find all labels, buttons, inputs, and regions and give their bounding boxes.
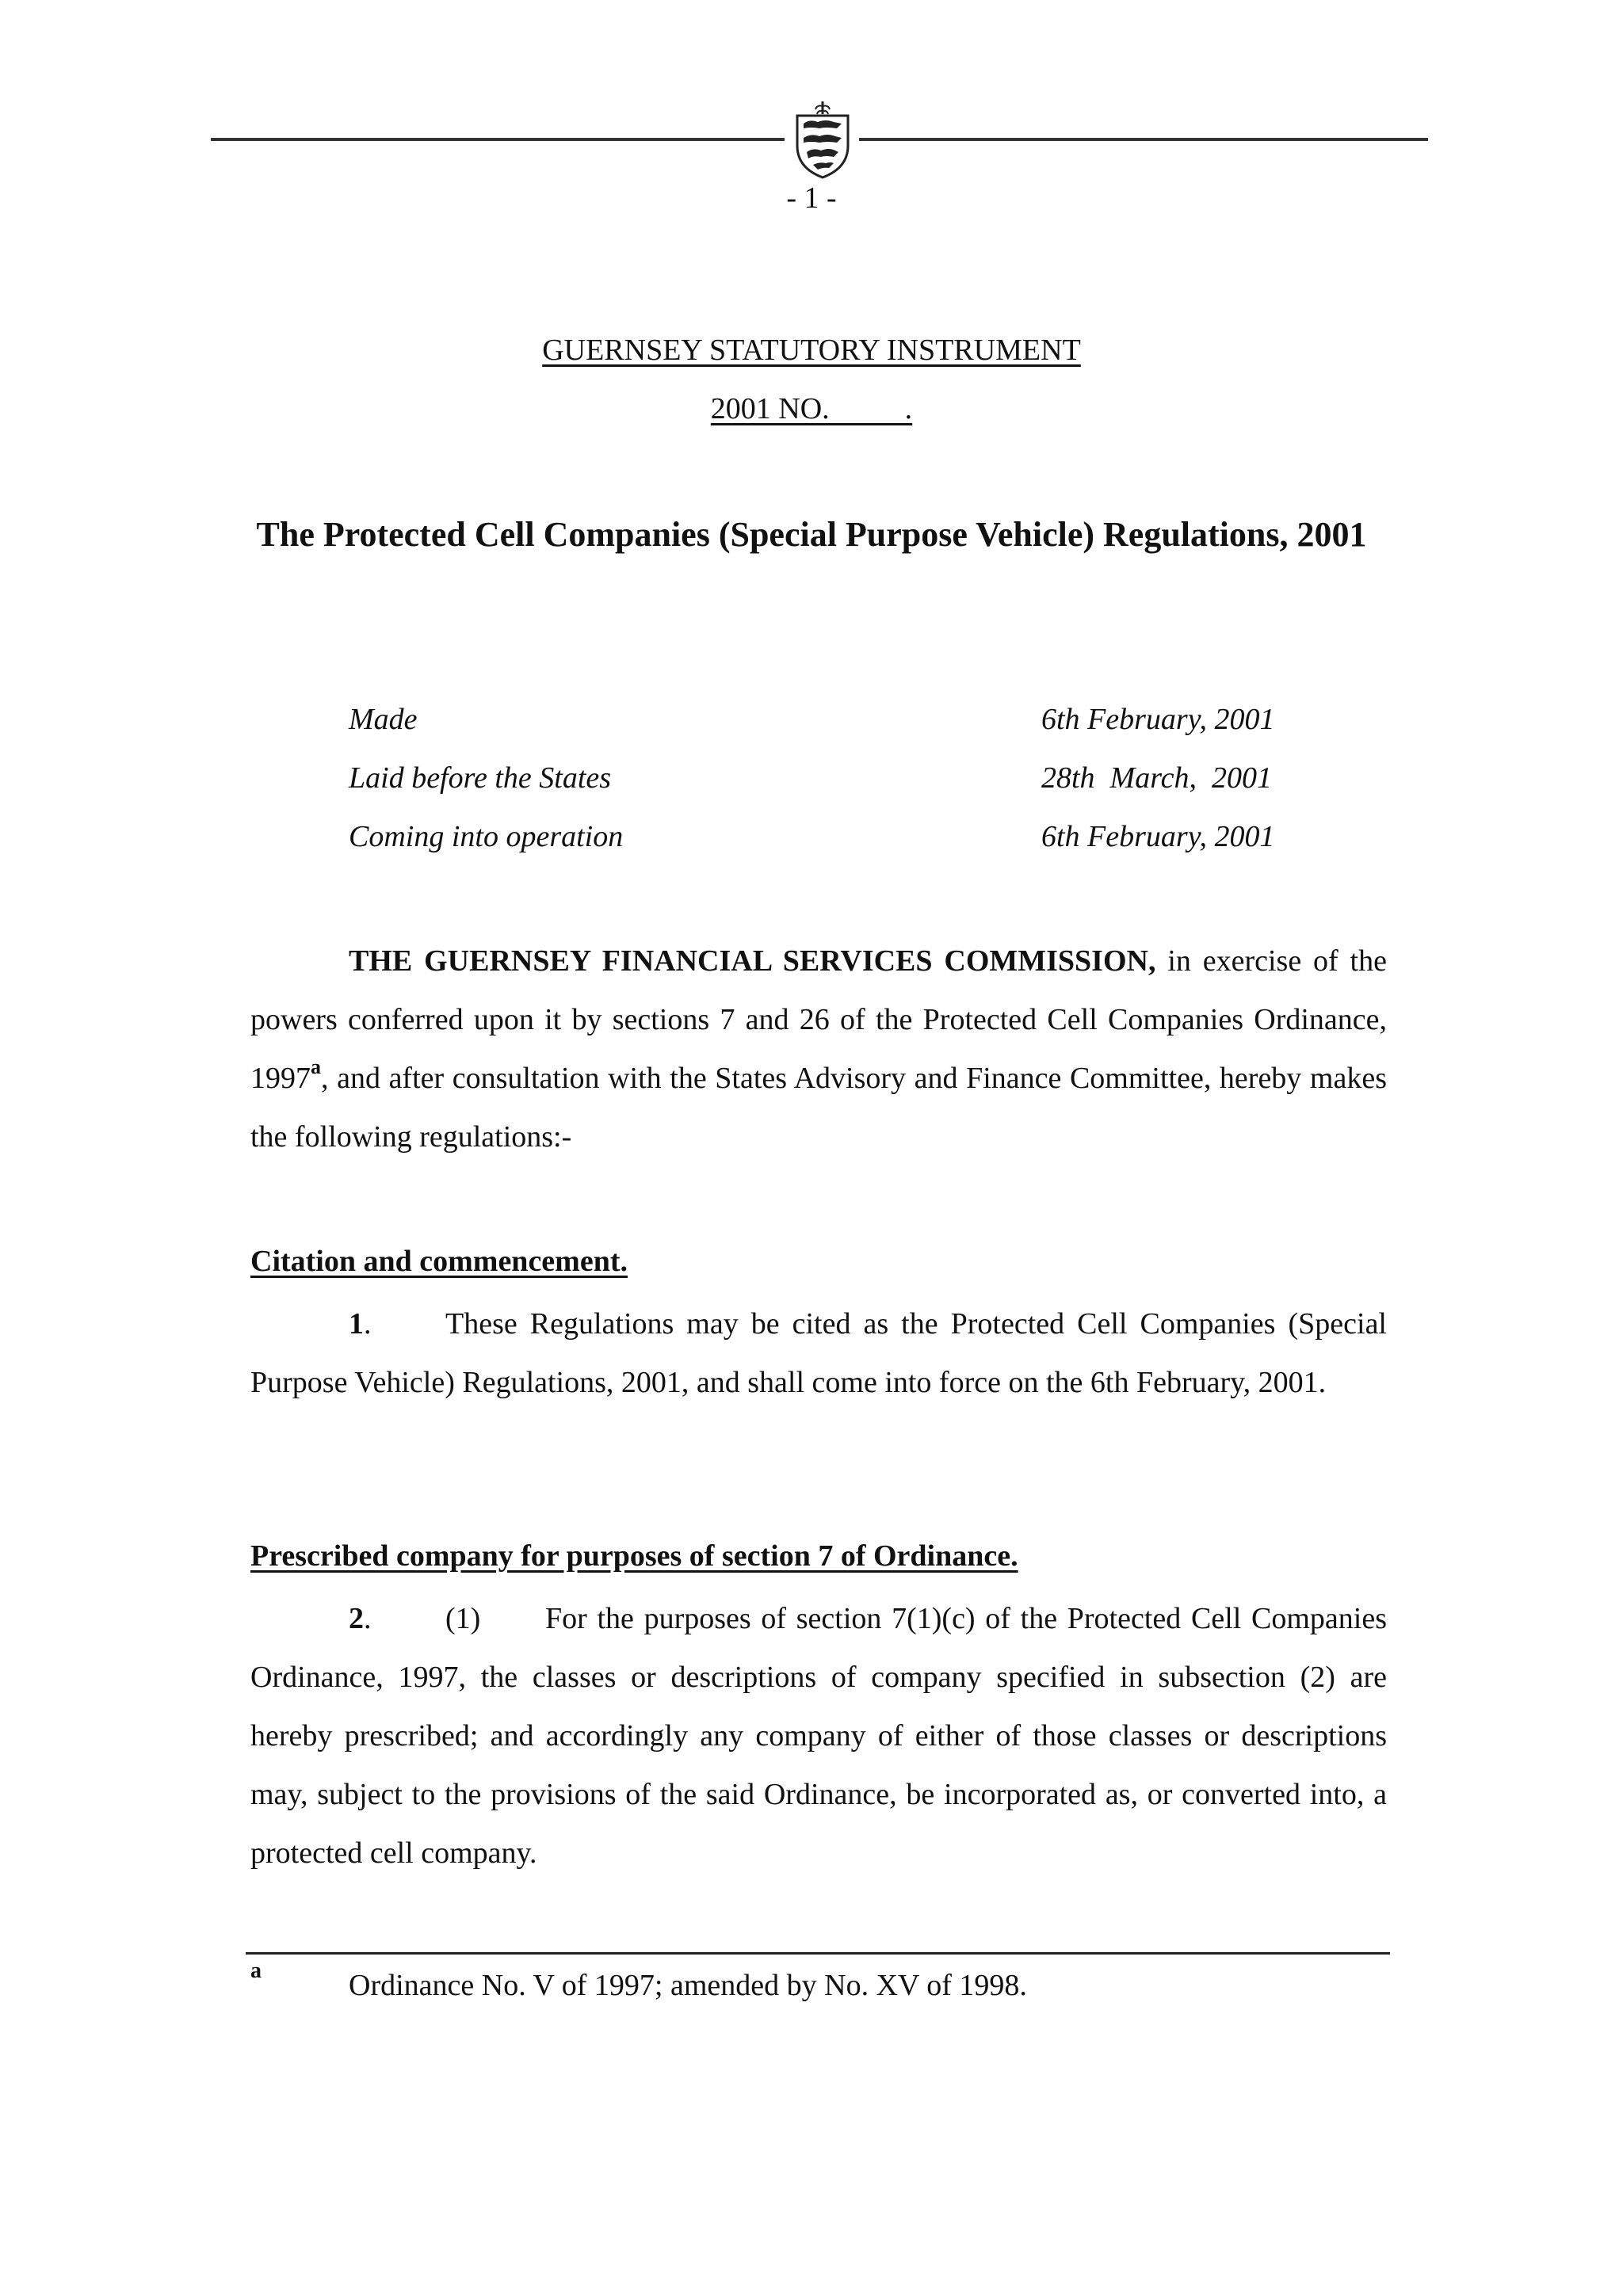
- regulations-title: The Protected Cell Companies (Special Purpose Vehicle) Regulations, 2001: [256, 515, 1367, 554]
- date-row-laid: [349, 761, 1379, 819]
- section-text: These Regulations may be cited as the Protected Cell Companies (Special Purpose Vehicle) Regulations, 2001, and shall come into force on the 6th February, 2001.: [250, 1307, 1387, 1399]
- footnote-mark: a: [250, 1958, 262, 1983]
- date-label: Made: [349, 703, 418, 736]
- footnote-text: Ordinance No. V of 1997; amended by No. XV of 1998.: [349, 1969, 1027, 2002]
- preamble-text-b: , and after consultation with the States Advisory and Finance Committee, hereby makes the following regulations:-: [250, 1062, 1387, 1154]
- header-rule-left: [211, 138, 785, 141]
- date-value: 28th March, 2001: [1041, 761, 1272, 795]
- date-label: Laid before the States: [349, 761, 612, 795]
- guernsey-crest-icon: [791, 100, 854, 179]
- date-row-made: [349, 702, 1379, 761]
- section-number-suffix: .: [364, 1602, 372, 1635]
- footnote-reference: a: [311, 1055, 321, 1078]
- instrument-heading: GUERNSEY STATUTORY INSTRUMENT: [542, 334, 1081, 367]
- header-rule-right: [859, 138, 1428, 141]
- instrument-number: 2001 NO. .: [710, 392, 913, 425]
- preamble-lead: THE GUERNSEY FINANCIAL SERVICES COMMISSION,: [349, 944, 1156, 978]
- date-label: Coming into operation: [349, 820, 624, 853]
- section-number: 1: [349, 1307, 364, 1341]
- subsection-number: (1): [445, 1602, 481, 1635]
- section-2-paragraph: [250, 1589, 1387, 1882]
- section-heading-citation: Citation and commencement.: [250, 1245, 628, 1278]
- section-1-paragraph: [250, 1295, 1387, 1412]
- dates-table: [349, 702, 1379, 878]
- footnote-rule: [246, 1952, 1390, 1955]
- page-number: - 1 -: [786, 181, 837, 215]
- date-row-operation: [349, 819, 1379, 878]
- date-value: 6th February, 2001: [1041, 703, 1275, 736]
- preamble-text-a: in exercise of the powers conferred upon it by sections 7 and 26 of the Protected Cell Companies Ordinance, 1997: [250, 944, 1387, 1095]
- section-heading-prescribed-company: Prescribed company for purposes of section 7 of Ordinance.: [250, 1539, 1018, 1573]
- date-value: 6th February, 2001: [1041, 820, 1275, 853]
- section-number-suffix: .: [364, 1307, 372, 1341]
- preamble-paragraph: [250, 932, 1387, 1166]
- section-number: 2: [349, 1602, 364, 1635]
- section-text: For the purposes of section 7(1)(c) of the Protected Cell Companies Ordinance, 1997, the classes or descriptions of company specified in subsection (2) are hereby prescribed; and accordingly any company of either of those classes or descriptions may, subject to the provisions of the said Ordinance, be incorporated as, or converted into, a protected cell company.: [250, 1602, 1387, 1870]
